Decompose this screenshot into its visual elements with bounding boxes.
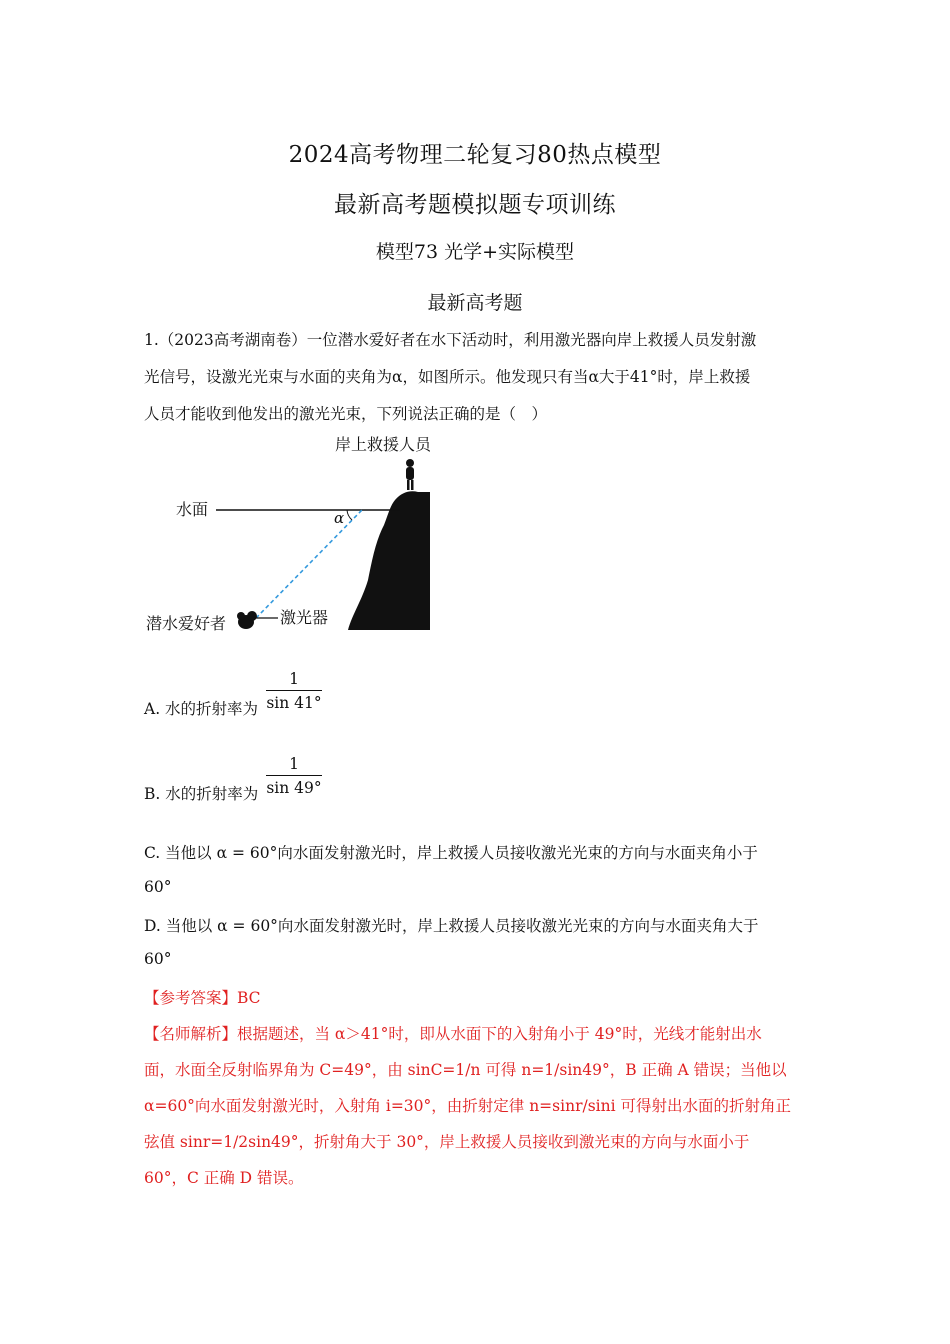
analysis-line-1: 【名师解析】根据题述，当 α＞41°时，即从水面下的入射角小于 49°时，光线才能射出水 (144, 1025, 762, 1043)
option-c-line1: C. 当他以 α = 60°向水面发射激光时，岸上救援人员接收激光光束的方向与水面夹角小于 (144, 844, 758, 862)
rescuer-figure (406, 459, 414, 490)
laser-beam (256, 510, 362, 618)
question-line-3: 人员才能收到他发出的激光光束，下列说法正确的是（ ） (144, 405, 548, 423)
diver-laser-figure (140, 430, 450, 635)
option-d-line2: 60° (144, 950, 172, 968)
option-a-denominator: sin 41° (266, 694, 322, 712)
analysis-line-4: 弦值 sinr=1/2sin49°，折射角大于 30°，岸上救援人员接收到激光束的方向与水面小于 (144, 1133, 750, 1151)
angle-arc (347, 510, 352, 520)
doc-title-line2: 最新高考题模拟题专项训练 (334, 192, 616, 218)
option-b: B. 水的折射率为 (144, 785, 259, 803)
analysis-line-3: α=60°向水面发射激光时，入射角 i=30°，由折射定律 n=sinr/sini 可得射出水面的折射角正 (144, 1097, 791, 1115)
label-water: 水面 (176, 500, 209, 519)
label-angle: α (334, 509, 345, 527)
label-laser: 激光器 (280, 608, 329, 627)
section-heading: 最新高考题 (427, 292, 523, 314)
option-b-numerator: 1 (266, 755, 322, 776)
diver-figure (237, 611, 257, 629)
analysis-line-2: 面，水面全反射临界角为 C=49°，由 sinC=1/n 可得 n=1/sin49°，B 正确 A 错误；当他以 (144, 1061, 787, 1079)
option-b-fraction (266, 755, 322, 797)
option-a-numerator: 1 (266, 670, 322, 691)
doc-model-title: 模型73 光学+实际模型 (375, 241, 575, 263)
option-a: A. 水的折射率为 (144, 700, 259, 718)
question-line-1: 1.（2023高考湖南卷）一位潜水爱好者在水下活动时，利用激光器向岸上救援人员发射激 (144, 331, 757, 349)
answer-label: 【参考答案】BC (144, 989, 261, 1007)
label-diver: 潜水爱好者 (146, 614, 227, 633)
doc-title-line1: 2024高考物理二轮复习80热点模型 (288, 142, 662, 168)
option-c-line2: 60° (144, 878, 172, 896)
label-rescuer: 岸上救援人员 (335, 435, 432, 454)
question-line-2: 光信号，设激光光束与水面的夹角为α，如图所示。他发现只有当α大于41°时，岸上救援 (144, 368, 751, 386)
option-d-line1: D. 当他以 α = 60°向水面发射激光时，岸上救援人员接收激光光束的方向与水面夹角大于 (144, 917, 759, 935)
option-a-fraction (266, 670, 322, 712)
option-b-denominator: sin 49° (266, 779, 322, 797)
analysis-line-5: 60°，C 正确 D 错误。 (144, 1169, 304, 1187)
